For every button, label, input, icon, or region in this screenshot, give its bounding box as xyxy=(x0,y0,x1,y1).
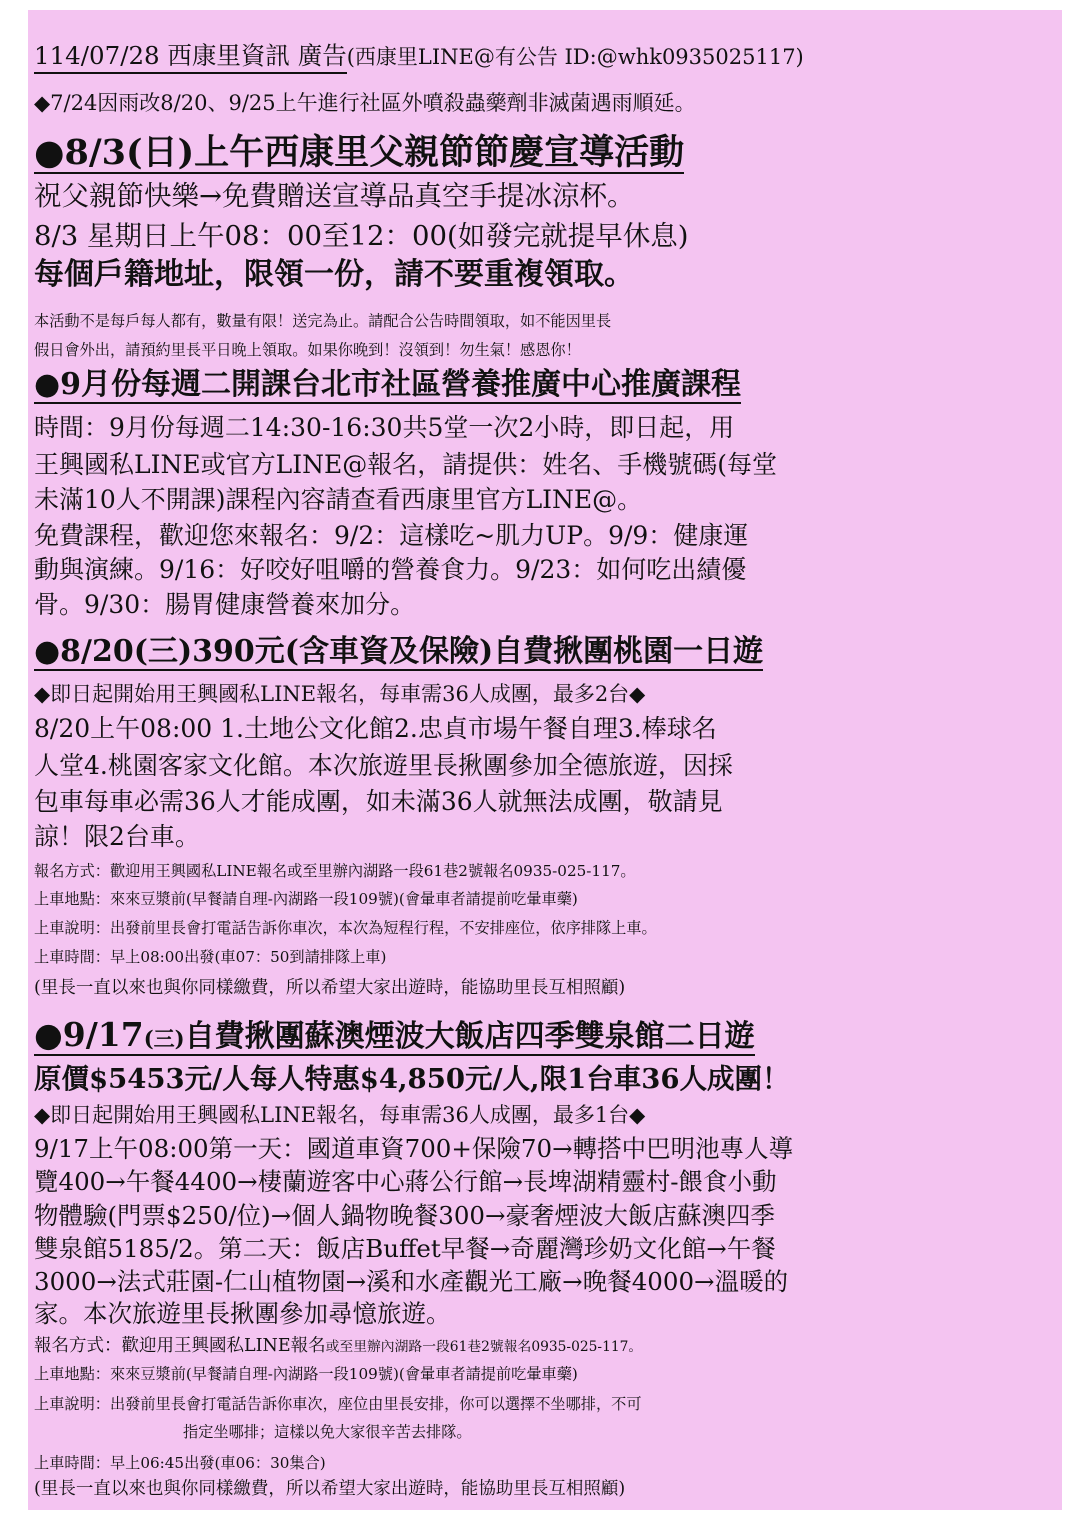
event4-line2: 9/17上午08:00第一天：國道車資700+保險70→轉搭中巴明池專人導 xyxy=(34,1134,794,1163)
event2-line5: 動與演練。9/16：好咬好咀嚼的營養食力。9/23：如何吃出績優 xyxy=(34,555,747,584)
event2-line1: 時間：9月份每週二14:30-16:30共5堂一次2小時，即日起，用 xyxy=(34,413,735,442)
event2-heading: ●9月份每週二開課台北市社區營養推廣中心推廣課程 xyxy=(34,367,742,402)
event3-heading: ●8/20(三)390元(含車資及保險)自費揪團桃園一日遊 xyxy=(34,634,764,669)
event3-info-boarding: 上車說明：出發前里長會打電話告訴你車次，本次為短程行程，不安排座位，依序排隊上車。 xyxy=(34,919,657,937)
header-title: 114/07/28 西康里資訊 廣告 xyxy=(34,41,347,74)
event4-line3: 覽400→午餐4400→棲蘭遊客中心蔣公行館→長埤湖精靈村-餵食小動 xyxy=(34,1167,777,1196)
event3-footer: (里長一直以來也與你同樣繳費，所以希望大家出遊時，能協助里長互相照顧) xyxy=(34,978,626,998)
event4-info-time: 上車時間：早上06:45出發(車06：30集合) xyxy=(34,1454,326,1472)
event4-info-signup-b: 或至里辦內湖路一段61巷2號報名0935-025-117。 xyxy=(325,1339,643,1355)
event1-heading: ●8/3(日)上午西康里父親節節慶宣導活動 xyxy=(34,132,685,173)
event4-line7: 家。本次旅遊里長揪團參加尋憶旅遊。 xyxy=(34,1299,451,1328)
event4-line4: 物體驗(門票$250/位)→個人鍋物晚餐300→豪奢煙波大飯店蘇澳四季 xyxy=(34,1201,776,1230)
event4-line6: 3000→法式莊園-仁山植物園→溪和水產觀光工廠→晚餐4000→溫暖的 xyxy=(34,1267,789,1296)
event4-heading-day: (三) xyxy=(143,1026,185,1051)
header xyxy=(34,41,804,70)
event4-heading xyxy=(34,1015,755,1056)
event4-info-signup xyxy=(34,1338,642,1356)
event4-info-boarding: 上車說明：出發前里長會打電話告訴你車次，座位由里長安排，你可以選擇不坐哪排，不可 xyxy=(34,1395,642,1413)
event1-line1: 祝父親節快樂→免費贈送宣導品真空手提冰涼杯。 xyxy=(34,180,635,212)
event3-line1: ◆即日起開始用王興國私LINE報名，每車需36人成團，最多2台◆ xyxy=(34,682,646,706)
event3-line2: 8/20上午08:00 1.土地公文化館2.忠貞市場午餐自理3.棒球名 xyxy=(34,714,717,743)
event2-line3: 未滿10人不開課)課程內容請查看西康里官方LINE@。 xyxy=(34,485,643,514)
event1-note1: 本活動不是每戶每人都有，數量有限！送完為止。請配合公告時間領取，如不能因里長 xyxy=(34,312,612,330)
event1-line2: 8/3 星期日上午08：00至12：00(如發完就提早休息) xyxy=(34,220,689,252)
event4-heading-title: 自費揪團蘇澳煙波大飯店四季雙泉館二日遊 xyxy=(184,1019,755,1054)
header-line-id: (西康里LINE@有公告 ID:@whk0935025117) xyxy=(346,45,804,69)
event4-line1: ◆即日起開始用王興國私LINE報名，每車需36人成團，最多1台◆ xyxy=(34,1103,646,1127)
event4-footer: (里長一直以來也與你同樣繳費，所以希望大家出遊時，能協助里長互相照顧) xyxy=(34,1479,626,1499)
spray-notice: ◆7/24因雨改8/20、9/25上午進行社區外噴殺蟲藥劑非滅菌遇雨順延。 xyxy=(34,91,696,115)
event4-info-signup-a: 報名方式：歡迎用王興國私LINE報名 xyxy=(34,1336,326,1356)
event4-line5: 雙泉館5185/2。第二天：飯店Buffet早餐→奇麗灣珍奶文化館→午餐 xyxy=(34,1234,776,1263)
event1-line3: 每個戶籍地址，限領一份，請不要重複領取。 xyxy=(34,257,634,292)
event3-info-time: 上車時間：早上08:00出發(車07：50到請排隊上車) xyxy=(34,948,387,966)
event2-line2: 王興國私LINE或官方LINE@報名，請提供：姓名、手機號碼(每堂 xyxy=(34,450,777,479)
event3-line3: 人堂4.桃園客家文化館。本次旅遊里長揪團參加全德旅遊，因採 xyxy=(34,751,733,780)
event3-info-pickup: 上車地點：來來豆漿前(早餐請自理-內湖路一段109號)(會暈車者請提前吃暈車藥) xyxy=(34,890,578,908)
event2-line4: 免費課程，歡迎您來報名：9/2：這樣吃~肌力UP。9/9：健康運 xyxy=(34,521,749,550)
event1-note2: 假日會外出，請預約里長平日晚上領取。如果你晚到！沒領到！勿生氣！感恩你！ xyxy=(34,341,581,359)
event4-heading-date: ●9/17 xyxy=(34,1015,144,1054)
event4-info-pickup: 上車地點：來來豆漿前(早餐請自理-內湖路一段109號)(會暈車者請提前吃暈車藥) xyxy=(34,1365,578,1383)
event4-info-boarding-cont: 指定坐哪排；這樣以免大家很辛苦去排隊。 xyxy=(183,1423,472,1441)
event3-info-signup: 報名方式：歡迎用王興國私LINE報名或至里辦內湖路一段61巷2號報名0935-025-117。 xyxy=(34,862,636,880)
event3-line5: 諒！限2台車。 xyxy=(34,822,200,851)
event3-line4: 包車每車必需36人才能成團，如未滿36人就無法成團，敬請見 xyxy=(34,787,723,816)
event4-price: 原價$5453元/人每人特惠$4,850元/人,限1台車36人成團！ xyxy=(34,1063,790,1095)
event2-line6: 骨。9/30：腸胃健康營養來加分。 xyxy=(34,590,416,619)
